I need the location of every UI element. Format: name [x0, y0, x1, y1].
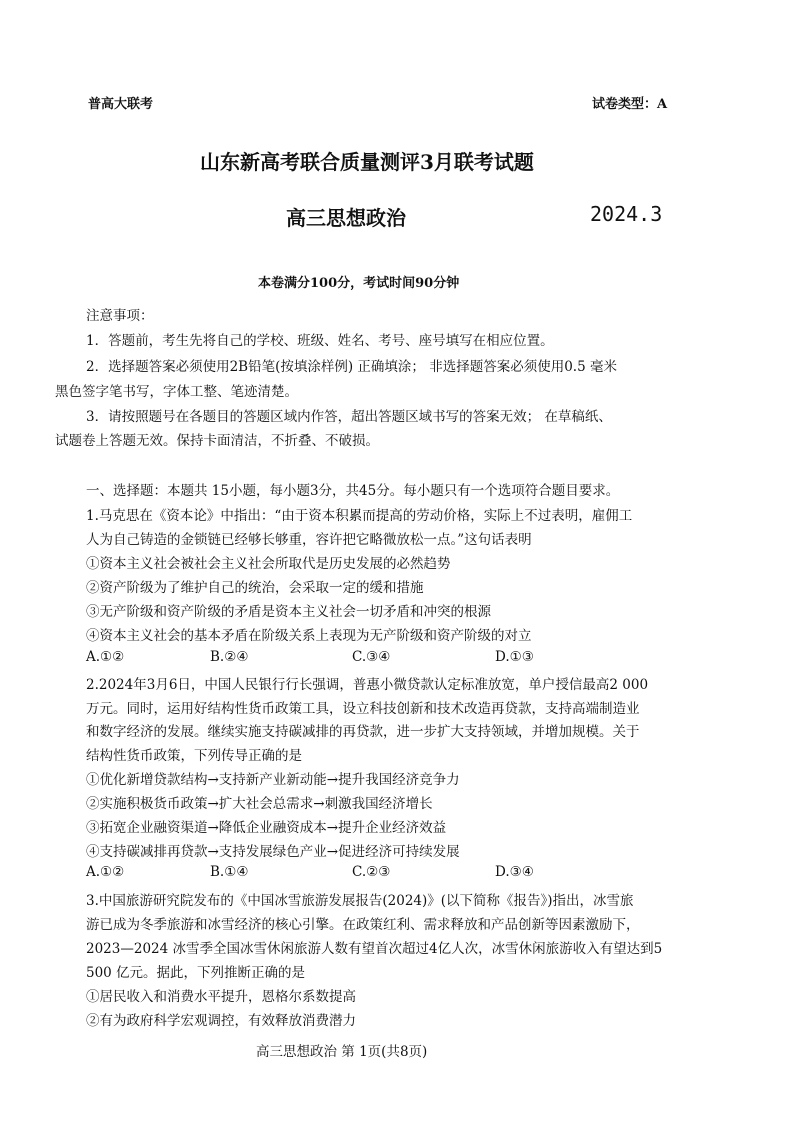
question-1-statement-2: ②资产阶级为了维护自己的统治，会采取一定的缓和措施	[86, 580, 424, 596]
question-1-option-b: B.②④	[210, 649, 249, 665]
question-3-statement-2: ②有为政府科学宏观调控，有效释放消费潜力	[86, 1013, 356, 1029]
question-2-line-2: 万元。同时，运用好结构性货币政策工具，设立科技创新和技术改造再贷款，支持高端制造业	[86, 701, 640, 717]
question-3-line-3: 2023—2024 冰雪季全国冰雪休闲旅游人数有望首次超过4亿人次，冰雪休闲旅游收入有望达到5	[86, 941, 663, 957]
question-1-line-1: 1.马克思在《资本论》中指出：“由于资本积累而提高的劳动价格，实际上不过表明，雇佣工	[86, 508, 633, 524]
question-1-option-c: C.③④	[352, 649, 391, 665]
question-1-option-d: D.①③	[495, 649, 534, 665]
note-2-line-2: 黑色签字笔书写，字体工整、笔迹清楚。	[55, 384, 298, 400]
question-1-line-2: 人为自己铸造的金锁链已经够长够重，容许把它略微放松一点。”这句话表明	[86, 532, 532, 548]
question-3-statement-1: ①居民收入和消费水平提升，恩格尔系数提高	[86, 989, 356, 1005]
question-2-line-4: 结构性货币政策，下列传导正确的是	[86, 748, 302, 764]
question-3-line-2: 游已成为冬季旅游和冰雪经济的核心引擎。在政策红利、需求释放和产品创新等因素激励下，	[86, 917, 640, 933]
note-2-line-1: 2．选择题答案必须使用2B铅笔(按填涂样例) 正确填涂； 非选择题答案必须使用0.5 毫米	[86, 359, 617, 375]
question-2-statement-1: ①优化新增贷款结构→支持新产业新动能→提升我国经济竞争力	[86, 772, 460, 788]
section-1-heading: 一、选择题：本题共 15小题，每小题3分，共45分。每小题只有一个选项符合题目要求。	[86, 483, 620, 499]
note-3-line-2: 试题卷上答题无效。保持卡面清洁，不折叠、不破损。	[55, 433, 379, 449]
exam-info: 本卷满分100分，考试时间90分钟	[258, 276, 460, 291]
notes-heading: 注意事项：	[86, 308, 154, 324]
question-2-option-a: A.①②	[86, 864, 125, 880]
question-3-line-4: 500 亿元。据此，下列推断正确的是	[86, 965, 306, 981]
question-2-statement-4: ④支持碳减排再贷款→支持发展绿色产业→促进经济可持续发展	[86, 844, 460, 860]
note-1: 1．答题前，考生先将自己的学校、班级、姓名、考号、座号填写在相应位置。	[86, 333, 554, 349]
question-1-statement-4: ④资本主义社会的基本矛盾在阶级关系上表现为无产阶级和资产阶级的对立	[86, 628, 532, 644]
question-1-statement-1: ①资本主义社会被社会主义社会所取代是历史发展的必然趋势	[86, 556, 451, 572]
paper-type: 试卷类型：A	[592, 97, 668, 112]
question-2-option-c: C.②③	[352, 864, 391, 880]
question-2-line-3: 和数字经济的发展。继续实施支持碳减排的再贷款，进一步扩大支持领域，并增加规模。关于	[86, 724, 640, 740]
question-2-line-1: 2.2024年3月6日，中国人民银行行长强调，普惠小微贷款认定标准放宽，单户授信最高2 000	[86, 677, 649, 693]
question-3-line-1: 3.中国旅游研究院发布的《中国冰雪旅游发展报告(2024)》(以下简称《报告》)指出，冰雪旅	[86, 893, 634, 909]
page-footer: 高三思想政治 第 1页(共8页)	[256, 1044, 428, 1060]
exam-title: 山东新高考联合质量测评3月联考试题	[200, 150, 534, 174]
question-2-statement-3: ③拓宽企业融资渠道→降低企业融资成本→提升企业经济效益	[86, 820, 447, 836]
question-2-option-d: D.③④	[495, 864, 534, 880]
subject-title: 高三思想政治	[286, 206, 406, 230]
header-left: 普高大联考	[88, 97, 154, 112]
exam-date: 2024.3	[590, 202, 663, 226]
question-1-statement-3: ③无产阶级和资产阶级的矛盾是资本主义社会一切矛盾和冲突的根源	[86, 604, 491, 620]
question-1-option-a: A.①②	[86, 649, 125, 665]
note-3-line-1: 3．请按照题号在各题目的答题区域内作答，超出答题区域书写的答案无效； 在草稿纸、	[86, 409, 612, 425]
question-2-statement-2: ②实施积极货币政策→扩大社会总需求→刺激我国经济增长	[86, 796, 433, 812]
question-2-option-b: B.①④	[210, 864, 249, 880]
